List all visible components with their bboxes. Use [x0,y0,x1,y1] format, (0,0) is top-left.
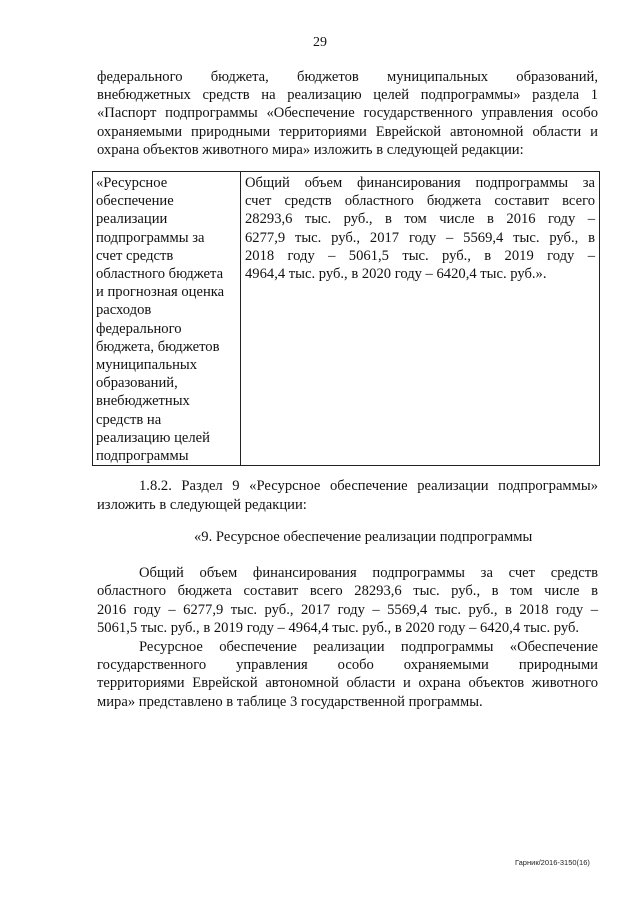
text-line: федерального бюджета, бюджетов муниципальных образований, [97,69,598,85]
section-heading: «9. Ресурсное обеспечение реализации подпрограммы [194,529,533,545]
text-line: реализации [96,211,168,228]
text-line: 28293,6 тыс. руб., в том числе в 2016 году – [245,211,595,228]
text-line: обеспечение [96,193,174,210]
table-row [93,172,600,466]
text-line: областного бюджета [96,266,224,283]
cell-text [245,174,595,283]
text-line: государственного управления особо охраняемыми природными [97,656,598,673]
text-line: территориями Еврейской автономной области и охрана объектов животного [97,675,598,692]
section-intro-paragraph [97,477,598,514]
text-line: областного бюджета составит всего 28293,6 тыс. руб., в том числе в [97,583,598,600]
text-line: Ресурсное обеспечение реализации подпрограммы «Обеспечение [139,638,598,655]
document-code: Гарник/2016-3150(16) [515,858,590,867]
text-line: «Ресурсное [96,175,168,191]
text-line: «Паспорт подпрограммы «Обеспечение государственного управления особо [97,105,598,122]
text-line: Общий объем финансирования подпрограммы за счет средств [139,565,598,581]
text-line: реализацию целей [96,429,210,446]
passport-table [92,171,600,466]
text-line: изложить в следующей редакции: [97,496,307,513]
table-cell-value [241,172,600,466]
text-line: расходов [96,302,152,319]
text-line: охраняемыми природными территориями Еврейской автономной области и [97,123,598,140]
text-line: внебюджетных средств на реализацию целей подпрограммы» раздела 1 [97,87,598,104]
page-number: 29 [313,35,327,50]
text-line: муниципальных [96,357,198,374]
text-line: подпрограммы [96,448,189,465]
text-line: 6277,9 тыс. руб., 2017 году – 5569,4 тыс. руб., в [245,229,595,246]
text-line: образований, [96,375,178,392]
text-line: счет средств областного бюджета составит всего [245,193,595,210]
text-line: 4964,4 тыс. руб., в 2020 году – 6420,4 тыс. руб.». [245,265,547,282]
intro-paragraph [97,68,598,159]
text-line: подпрограммы за [96,229,205,246]
text-line: 5061,5 тыс. руб., в 2019 году – 4964,4 тыс. руб., в 2020 году – 6420,4 тыс. руб. [97,620,580,637]
text-line: 2018 году – 5061,5 тыс. руб., в 2019 году – [245,247,595,264]
text-line: федерального [96,320,182,337]
text-line: мира» представлено в таблице 3 государственной программы. [97,693,483,710]
text-line: и прогнозная оценка [96,284,225,301]
body-paragraphs [97,564,598,711]
table-cell-label [93,172,241,466]
text-line: бюджета, бюджетов [96,338,220,355]
text-line: внебюджетных [96,393,190,410]
text-line: счет средств [96,247,174,264]
text-line: средств на [96,411,162,428]
text-line: 1.8.2. Раздел 9 «Ресурсное обеспечение реализации подпрограммы» [139,478,598,494]
text-line: 2016 году – 6277,9 тыс. руб., 2017 году – 5569,4 тыс. руб., в 2018 году – [97,601,598,618]
text-line: охрана объектов животного мира» изложить в следующей редакции: [97,141,524,158]
text-line: Общий объем финансирования подпрограммы за [245,175,595,191]
